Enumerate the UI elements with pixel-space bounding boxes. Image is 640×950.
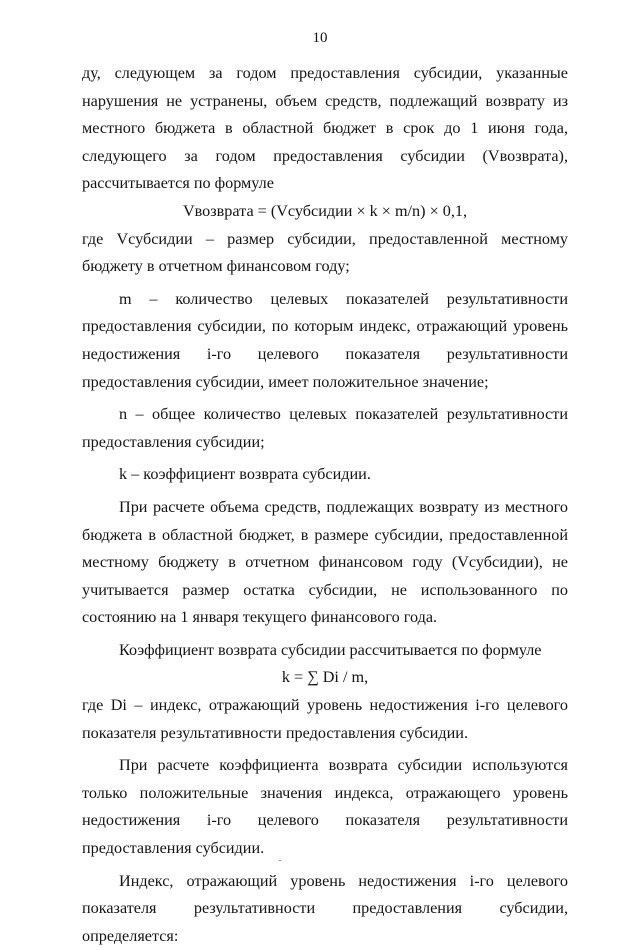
definition-di: где Di – индекс, отражающий уровень недостижения i-го целевого показателя результативности предоставления субсидии. bbox=[82, 696, 568, 742]
paragraph-calculation-note: При расчете объема средств, подлежащих возврату из местного бюджета в областной бюджет, в размере субсидии, предоставленной местному бюджету в отчетном финансовом году (Vсубсидии), не учитывается размер остатка субсидии, не использованного по состоянию на 1 января текущего финансового года. bbox=[82, 497, 568, 627]
document-body bbox=[82, 60, 568, 950]
definition-m: m – количество целевых показателей результативности предоставления субсидии, по которым индекс, отражающий уровень недостижения i-го целевого показателя результативности предоставления субсидии, имеет положительное значение; bbox=[82, 289, 568, 391]
paragraph-index-definition: Индекс, отражающий уровень недостижения i-го целевого показателя результативности предоставления субсидии, определяется: bbox=[82, 871, 568, 945]
definition-n: n – общее количество целевых показателей результативности предоставления субсидии; bbox=[82, 405, 568, 451]
formula-k: k = ∑ Di / m, bbox=[281, 668, 369, 687]
formula-v-vozvrata: Vвозврата = (Vсубсидии × k × m/n) × 0,1, bbox=[182, 201, 468, 220]
paragraph-continuation: ду, следующем за годом предоставления субсидии, указанные нарушения не устранены, объем средств, подлежащий возврату из местного бюджета в областной бюджет в срок до 1 июня года, следующего за годом предоставления субсидии (Vвозврата), рассчитывается по формуле bbox=[82, 64, 568, 193]
paragraph-coefficient-intro: Коэффициент возврата субсидии рассчитывается по формуле bbox=[119, 640, 542, 659]
page-number: 10 bbox=[312, 30, 328, 46]
definition-v-subsidii: где Vсубсидии – размер субсидии, предоставленной местному бюджету в отчетном финансовом году; bbox=[82, 229, 568, 276]
definition-k: k – коэффициент возврата субсидии. bbox=[119, 465, 371, 484]
scan-speck bbox=[279, 860, 281, 861]
paragraph-positive-values: При расчете коэффициента возврата субсидии используются только положительные значения индекса, отражающего уровень недостижения i-го целевого показателя результативности предоставления субсидии. bbox=[82, 756, 568, 858]
